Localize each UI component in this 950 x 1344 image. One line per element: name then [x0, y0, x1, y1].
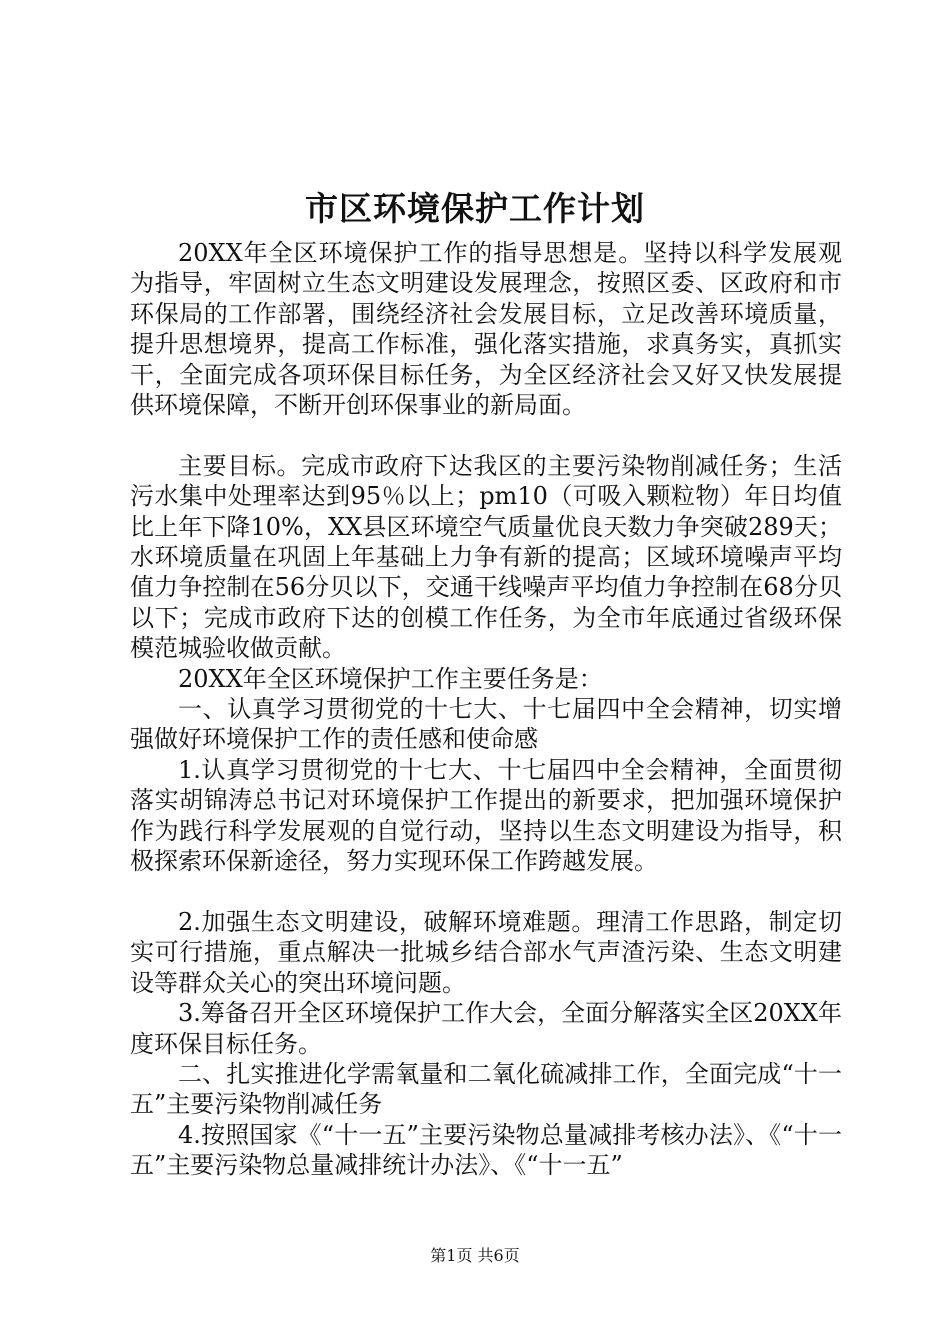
paragraph-main-tasks-intro: 20XX年全区环境保护工作主要任务是： — [178, 664, 603, 693]
paragraph-guiding-ideology: 20XX年全区环境保护工作的指导思想是。坚持以科学发展观为指导，牢固树立生态文明建设发展理念，按照区委、区政府和市环保局的工作部署，围绕经济社会发展目标，立足改善环境质量，提升思想境界，提高工作标准，强化落实措施，求真务实，真抓实干，全面完成各项环保目标任务，为全区经济社会又好又快发展提供环境保障，不断开创环保事业的新局面。 — [130, 239, 842, 420]
document-title: 市区环境保护工作计划 — [305, 189, 645, 228]
paragraph-item-1: 1.认真学习贯彻党的十七大、十七届四中全会精神，全面贯彻落实胡锦涛总书记对环境保护工作提出的新要求，把加强环境保护作为践行科学发展观的自觉行动，坚持以生态文明建设为指导，积极探索环保新途径，努力实现环保工作跨越发展。 — [130, 755, 842, 876]
section-heading-2: 二、扎实推进化学需氧量和二氧化硫减排工作，全面完成“十一五”主要污染物削减任务 — [130, 1059, 842, 1119]
paragraph-item-2: 2.加强生态文明建设，破解环境难题。理清工作思路，制定切实可行措施，重点解决一批城乡结合部水气声渣污染、生态文明建设等群众关心的突出环境问题。 — [130, 907, 842, 997]
paragraph-main-goals: 主要目标。完成市政府下达我区的主要污染物削减任务；生活污水集中处理率达到95％以上；pm10（可吸入颗粒物）年日均值比上年下降10%，XX县区环境空气质量优良天数力争突破289天；水环境质量在巩固上年基础上力争有新的提高；区域环境噪声平均值力争控制在56分贝以下，交通干线噪声平均值力争控制在68分贝以下；完成市政府下达的创模工作任务，为全市年底通过省级环保模范城验收做贡献。 — [130, 451, 842, 663]
page-number-footer: 第1页 共6页 — [430, 1246, 520, 1265]
paragraph-item-3: 3.筹备召开全区环境保护工作大会，全面分解落实全区20XX年度环保目标任务。 — [130, 999, 842, 1058]
document-body — [130, 238, 842, 1181]
paragraph-item-4: 4.按照国家《“十一五”主要污染物总量减排考核办法》、《“十一五”主要污染物总量减排统计办法》、《“十一五” — [130, 1120, 842, 1180]
section-heading-1: 一、认真学习贯彻党的十七大、十七届四中全会精神，切实增强做好环境保护工作的责任感和使命感 — [130, 695, 842, 754]
